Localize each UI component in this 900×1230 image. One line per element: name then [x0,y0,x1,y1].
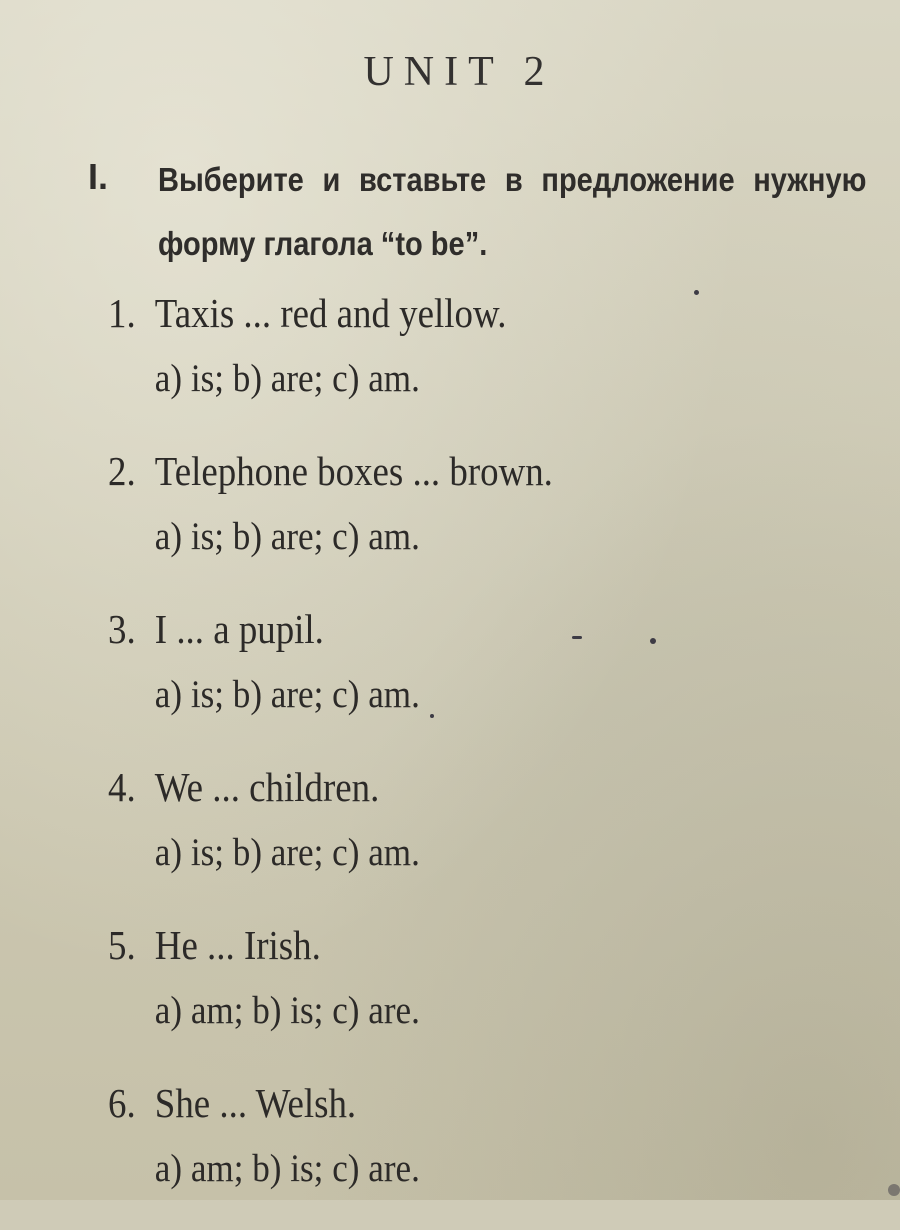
question-item [108,1072,868,1230]
question-text: He ... Irish. [154,922,321,968]
ink-speck [694,290,699,295]
question-text: We ... children. [154,764,380,810]
question-number: 6. [108,1080,136,1126]
task-number: I. [88,156,109,197]
task-instruction: Выберите и вставьте в предложение нужную форму глагола “to be”. [158,161,867,262]
answer-options: a) am; b) is; c) are. [154,1147,420,1190]
question-text: She ... Welsh. [154,1080,357,1126]
question-line [108,282,792,348]
question-number: 2. [108,448,136,494]
answer-options: a) is; b) are; c) am. [154,831,420,874]
question-text: Taxis ... red and yellow. [154,290,507,336]
question-item [108,598,868,756]
question-line [108,440,792,506]
answer-options: a) is; b) are; c) am. [154,357,420,400]
question-item [108,914,868,1072]
question-number: 5. [108,922,136,968]
ink-speck [572,636,582,639]
answer-options: a) is; b) are; c) am. [154,673,420,716]
question-number: 4. [108,764,136,810]
question-line [108,914,792,980]
question-item [108,440,868,598]
question-text: I ... a pupil. [154,606,324,652]
question-line [108,1072,792,1138]
question-item [108,756,868,914]
question-number: 1. [108,290,136,336]
answer-options: a) am; b) is; c) are. [154,989,420,1032]
question-text: Telephone boxes ... brown. [154,448,553,494]
unit-title: UNIT 2 [363,49,555,95]
ink-speck [430,714,434,718]
question-line [108,598,792,664]
ink-speck [888,1184,900,1196]
question-number: 3. [108,606,136,652]
question-line [108,756,792,822]
ink-speck [650,638,656,644]
question-list [108,282,868,1230]
question-item [108,282,868,440]
answer-options: a) is; b) are; c) am. [154,515,420,558]
